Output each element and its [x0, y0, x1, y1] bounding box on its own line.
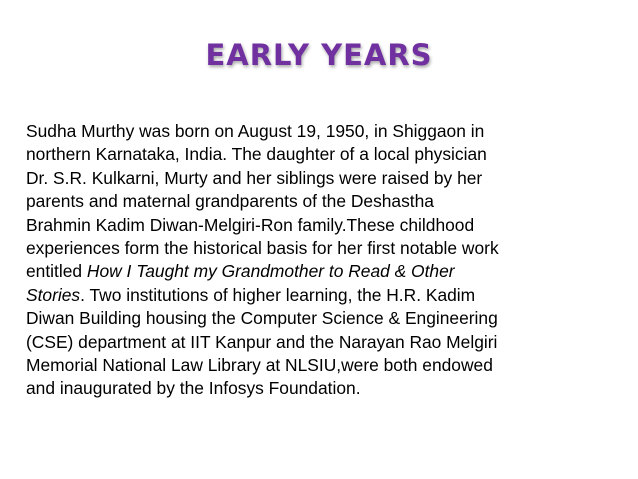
text-run: experiences form the historical basis for her first notable work — [26, 238, 499, 259]
slide-title — [0, 38, 638, 72]
book-title-italic: Stories — [26, 284, 81, 305]
text-line — [26, 167, 624, 190]
text-run: Dr. S.R. Kulkarni, Murty and her siblings were raised by her — [26, 167, 483, 188]
text-run: Sudha Murthy was born on August 19, 1950, in Shiggaon in — [26, 121, 485, 141]
text-line — [26, 237, 624, 260]
text-line — [26, 260, 624, 283]
text-run: Diwan Building housing the Computer Science & Engineering — [26, 308, 498, 329]
body-paragraph — [26, 120, 624, 401]
text-run: and inaugurated by the Infosys Foundation. — [26, 378, 361, 399]
text-line — [26, 143, 624, 166]
text-line — [26, 284, 624, 307]
text-run: parents and maternal grandparents of the Deshastha — [26, 191, 434, 212]
book-title-italic: How I Taught my Grandmother to Read & Other — [86, 261, 455, 282]
text-run: (CSE) department at IIT Kanpur and the Narayan Rao Melgiri — [26, 331, 498, 352]
text-run: . Two institutions of higher learning, the H.R. Kadim — [80, 284, 476, 305]
text-line — [26, 120, 624, 143]
text-line — [26, 354, 624, 377]
slide-title-text: EARLY YEARS — [205, 38, 433, 72]
text-line — [26, 190, 624, 213]
text-run: entitled — [26, 261, 87, 282]
text-line — [26, 377, 624, 400]
text-line — [26, 307, 624, 330]
text-run: northern Karnataka, India. The daughter of a local physician — [26, 144, 487, 165]
text-run: Memorial National Law Library at NLSIU,were both endowed — [26, 355, 493, 376]
text-line — [26, 331, 624, 354]
text-run: Brahmin Kadim Diwan-Melgiri-Ron family.These childhood — [26, 214, 475, 235]
text-line — [26, 214, 624, 237]
